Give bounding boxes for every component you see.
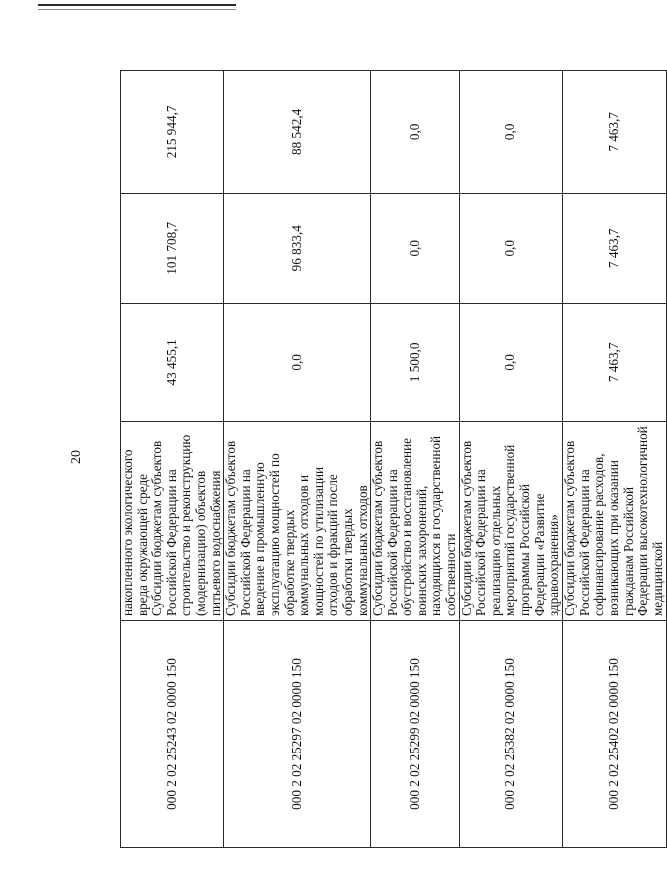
amount-col-2: 96 833,4 <box>224 193 371 303</box>
budget-code: 000 2 02 25299 02 0000 150 <box>371 621 460 848</box>
budget-table <box>120 70 667 848</box>
header-rule-thin <box>38 9 236 10</box>
item-name-text: Субсидии бюджетам субъектов Российской Федерации на строительство и реконструкцию (модернизацию) объектов питьевого водоснабжения <box>149 434 223 617</box>
page-number-text: 20 <box>69 450 84 464</box>
amount-col-1: 7 463,7 <box>562 303 666 421</box>
amount-col-1: 0,0 <box>459 303 562 421</box>
table-row <box>121 71 224 848</box>
table-container <box>120 70 665 848</box>
table-row <box>562 71 666 848</box>
budget-code: 000 2 02 25402 02 0000 150 <box>562 621 666 848</box>
amount-col-2: 0,0 <box>371 193 460 303</box>
amount-col-1: 43 455,1 <box>121 303 224 421</box>
amount-col-3: 215 944,7 <box>121 71 224 194</box>
amount-col-2: 101 708,7 <box>121 193 224 303</box>
amount-col-2: 0,0 <box>459 193 562 303</box>
budget-item-name: Субсидии бюджетам субъектов Российской Федерации на софинансирование расходов, возникающих при оказании гражданам Российской Федерации высокотехнологичной медицинской <box>562 421 666 620</box>
table-row <box>459 71 562 848</box>
budget-code: 000 2 02 25297 02 0000 150 <box>224 621 371 848</box>
amount-col-3: 0,0 <box>371 71 460 194</box>
budget-code: 000 2 02 25382 02 0000 150 <box>459 621 562 848</box>
budget-code: 000 2 02 25243 02 0000 150 <box>121 621 224 848</box>
amount-col-1: 1 500,0 <box>371 303 460 421</box>
budget-item-name: Субсидии бюджетам субъектов Российской Федерации на введение в промышленную эксплуатацию мощностей по обработке твердых коммунальных отходов и мощностей по утилизации отходов и фракций после обработки твердых коммунальных отходов <box>224 421 371 620</box>
budget-item-name: Субсидии бюджетам субъектов Российской Федерации на обустройство и восстановление воинских захоронений, находящихся в государственной собственности <box>371 421 460 620</box>
page-number <box>62 442 92 472</box>
table-row <box>224 71 371 848</box>
amount-col-3: 7 463,7 <box>562 71 666 194</box>
continued-text: накопленного экологического вреда окружающей среде <box>120 449 150 617</box>
budget-item-name: Субсидии бюджетам субъектов Российской Федерации на реализацию отдельных мероприятий государственной программы Российской Федерации «Развитие здравоохранения» <box>459 421 562 620</box>
budget-item-name <box>121 421 224 620</box>
amount-col-1: 0,0 <box>224 303 371 421</box>
header-rule <box>38 4 236 6</box>
amount-col-2: 7 463,7 <box>562 193 666 303</box>
amount-col-3: 88 542,4 <box>224 71 371 194</box>
table-row <box>371 71 460 848</box>
amount-col-3: 0,0 <box>459 71 562 194</box>
